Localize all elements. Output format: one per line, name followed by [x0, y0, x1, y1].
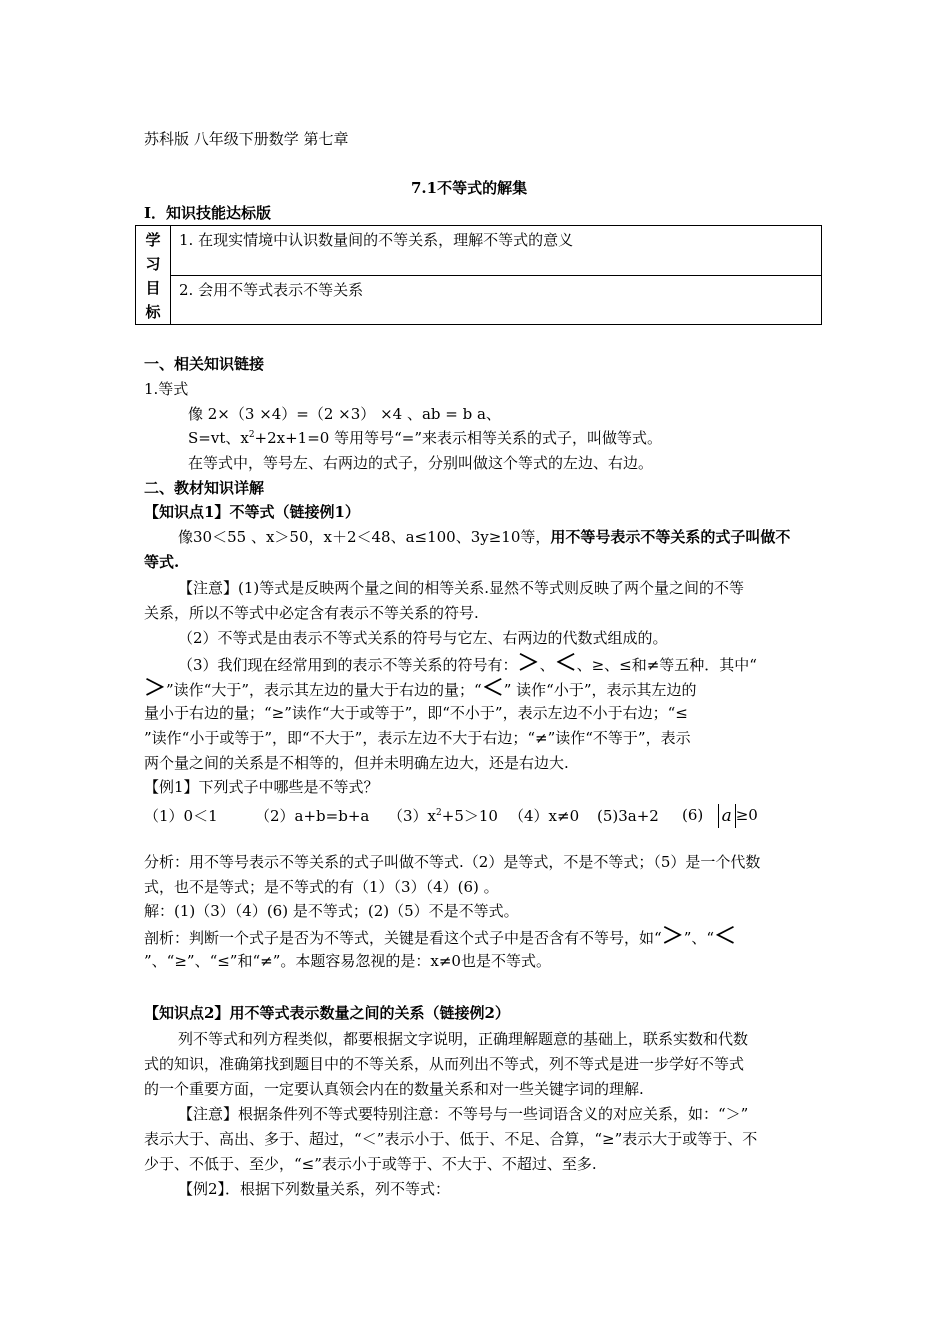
section-1-heading: 一、相关知识链接: [144, 355, 265, 373]
example-1-analysis-line-1: 分析：用不等号表示不等关系的式子叫做不等式.（2）是等式，不是不等式；（5）是一个代数: [144, 853, 761, 871]
kp1-definition-line-1: [178, 527, 790, 547]
example-1-option: [388, 806, 498, 826]
goal-item-2: 2. 会用不等式表示不等关系: [171, 275, 822, 325]
note-1-line-1: 【注意】(1)等式是反映两个量之间的相等关系.显然不等式则反映了两个量之间的不等: [178, 579, 745, 597]
text: （3）x: [388, 807, 437, 825]
example-1-option: （1）0＜1: [144, 807, 218, 825]
knowledge-point-2-title: 【知识点2】用不等式表示数量之间的关系（链接例2）: [144, 1004, 510, 1022]
example-2-prompt: 【例2】．根据下列数量关系，列不等式：: [178, 1180, 451, 1198]
example-1-option: （2）a+b=b+a: [255, 807, 370, 825]
example-1-analysis-line-2: 式，也不是等式；是不等式的有（1）（3）（4）(6) 。: [144, 878, 499, 896]
kp2-note-line-3: 少于、不低于、至少，“≤”表示小于或等于、不大于、不超过、至多.: [144, 1155, 597, 1173]
head-char: 标: [145, 303, 161, 321]
text: ”读作“大于”，表示其左边的量大于右边的量；“: [166, 681, 482, 699]
text: ”、“: [683, 929, 715, 947]
equation-example-line-1: 像 2×（3 ×4）=（2 ×3） ×4 、ab = b a、: [188, 405, 501, 423]
text: ” 读作“小于”，表示其左边的: [503, 681, 697, 699]
absolute-value: a: [718, 804, 736, 828]
note-3-line-1: [178, 650, 757, 676]
kp2-note-line-2: 表示大于、高出、多于、超过，“＜”表示小于、低于、不足、合算，“≥”表示大于或等于、不: [144, 1130, 758, 1148]
kp2-paragraph-line-1: 列不等式和列方程类似，都要根据文字说明，正确理解题意的基础上，联系实数和代数: [178, 1030, 749, 1048]
text: +5＞10: [441, 807, 498, 825]
head-char: 目: [145, 279, 161, 297]
gt-symbol: ＞: [661, 923, 684, 949]
lt-symbol: ＜: [481, 675, 504, 701]
knowledge-point-1-title: 【知识点1】不等式（链接例1）: [144, 503, 360, 521]
text: S=vt、x: [188, 429, 249, 447]
page-title: 7.1不等式的解集: [411, 179, 528, 197]
gt-symbol: ＞: [517, 650, 540, 676]
note-2: （2）不等式是由表示不等式关系的符号与它左、右两边的代数式组成的。: [178, 629, 668, 647]
equation-example-line-2: [188, 428, 662, 448]
superscript: 2: [248, 430, 255, 440]
text: 像30＜55 、x＞50，x＋2＜48、a≤100、3y≥10等，: [178, 528, 551, 546]
goal-table-head: [136, 226, 171, 325]
example-1-prompt: 【例1】下列式子中哪些是不等式？: [144, 778, 379, 796]
note-1-line-2: 关系，所以不等式中必定含有表示不等关系的符号.: [144, 604, 479, 622]
example-1-option: （4）x≠0: [509, 807, 580, 825]
superscript: 2: [436, 808, 442, 818]
example-1-solution: 解：(1)（3）（4）(6) 是不等式；(2)（5）不是不等式。: [144, 902, 519, 920]
example-1-comment-line-1: [144, 923, 737, 949]
text: （3）我们现在经常用到的表示不等关系的符号有：: [178, 656, 518, 674]
goal-item-1: 1. 在现实情境中认识数量间的不等关系，理解不等式的意义: [171, 226, 822, 276]
definition-bold: 用不等号表示不等关系的式子叫做不: [550, 528, 791, 546]
text: 、: [539, 656, 555, 674]
learning-goals-table: [135, 225, 822, 325]
example-1-option: (5)3a+2: [597, 807, 659, 825]
gt-symbol: ＞: [144, 675, 167, 701]
kp2-paragraph-line-3: 的一个重要方面，一定要认真领会内在的数量关系和对一些关键字词的理解.: [144, 1080, 644, 1098]
text: ≥0: [735, 806, 758, 824]
kp2-paragraph-line-2: 式的知识，准确第找到题目中的不等关系，从而列出不等式，列不等式是进一步学好不等式: [144, 1055, 745, 1073]
section-2-heading: 二、教材知识详解: [144, 479, 265, 497]
text: (6): [682, 806, 704, 824]
lt-symbol: ＜: [554, 650, 577, 676]
text: 剖析：判断一个式子是否为不等式，关键是看这个式子中是否含有不等号，如“: [144, 929, 662, 947]
kp1-definition-line-2: 等式.: [144, 553, 180, 571]
example-1-option: [682, 802, 758, 828]
head-char: 学: [145, 231, 161, 249]
head-char: 习: [145, 255, 161, 273]
note-3-line-5: 两个量之间的关系是不相等的，但并未明确左边大，还是右边大.: [144, 754, 569, 772]
text: +2x+1=0 等用等号“=”来表示相等关系的式子，叫做等式。: [254, 429, 663, 447]
example-1-comment-line-2: ”、“≥”、“≤”和“≠”。本题容易忽视的是：x≠0也是不等式。: [144, 952, 551, 970]
note-3-line-3: 量小于右边的量；“≥”读作“大于或等于”，即“不小于”，表示左边不小于右边；“≤: [144, 704, 688, 722]
note-3-line-2: [144, 675, 697, 701]
lt-symbol: ＜: [714, 923, 737, 949]
note-3-line-4: ”读作“小于或等于”，即“不大于”，表示左边不大于右边；“≠”读作“不等于”，表示: [144, 729, 691, 747]
equation-definition-sides: 在等式中，等号左、右两边的式子，分别叫做这个等式的左边、右边。: [188, 454, 654, 472]
section-1-sub: 1.等式: [144, 380, 189, 398]
kp2-note-line-1: 【注意】根据条件列不等式要特别注意：不等号与一些词语含义的对应关系，如：“＞”: [178, 1105, 749, 1123]
header-series: 苏科版 八年级下册数学 第七章: [144, 130, 349, 148]
text: 、≥、≤和≠等五种．其中“: [576, 656, 757, 674]
section-I-heading: I．知识技能达标版: [144, 204, 272, 222]
